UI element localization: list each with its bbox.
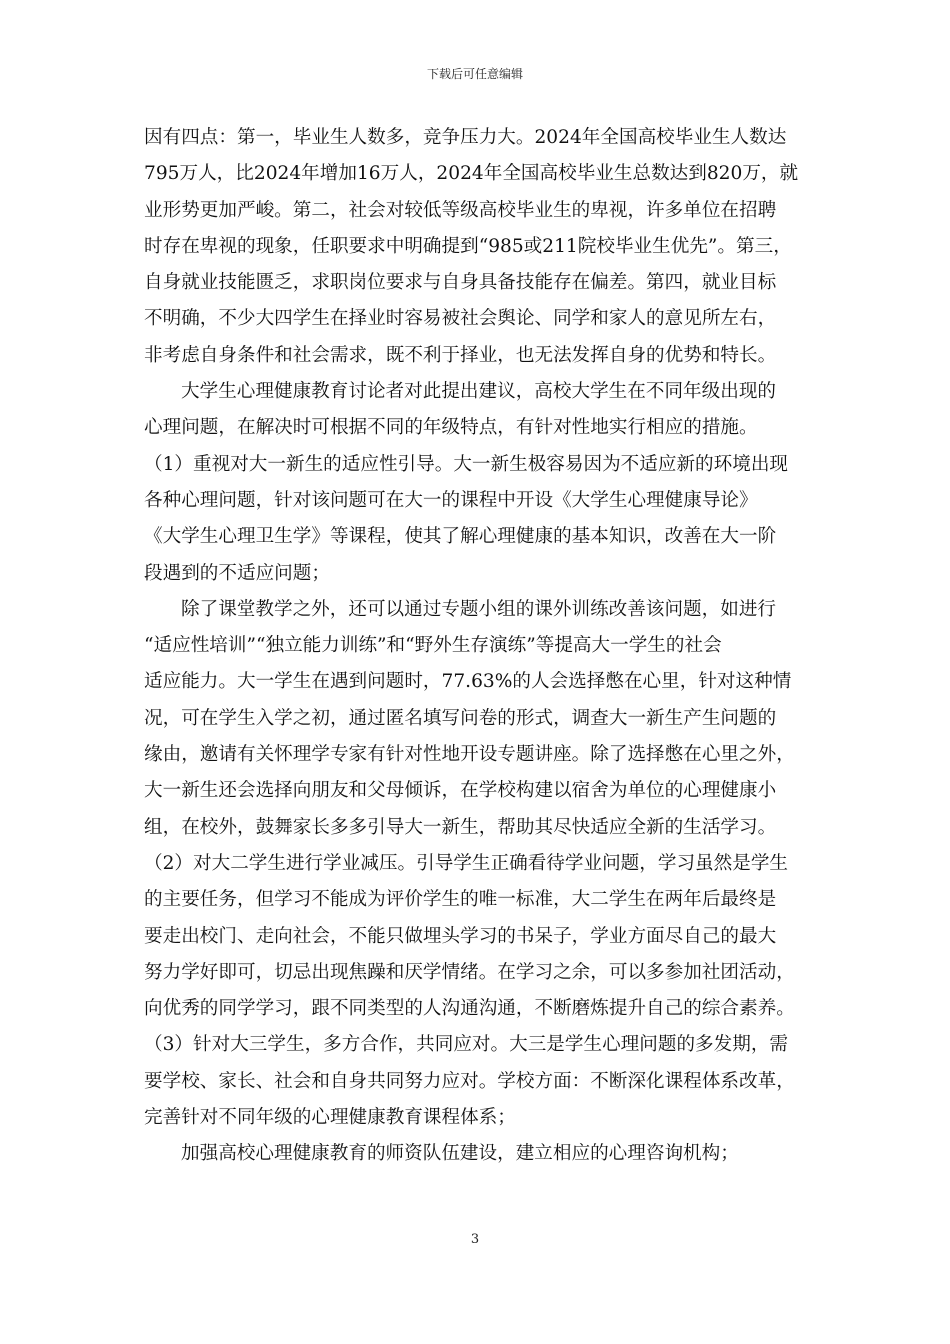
text-line: （2）对大二学生进行学业减压。引导学生正确看待学业问题，学习虽然是学生	[144, 852, 789, 874]
text-line: 除了课堂教学之外，还可以通过专题小组的课外训练改善该问题，如进行	[181, 598, 777, 620]
text-line: 况，可在学生入学之初，通过匿名填写问卷的形式，调查大一新生产生问题的	[144, 707, 777, 729]
text-line: 的主要任务，但学习不能成为评价学生的唯一标准，大二学生在两年后最终是	[144, 889, 777, 911]
text-line: 向优秀的同学学习，跟不同类型的人沟通沟通，不断磨炼提升自己的综合素养。	[144, 998, 795, 1020]
page-header: 下载后可任意编辑	[426, 67, 523, 81]
text-line: 心理问题，在解决时可根据不同的年级特点，有针对性地实行相应的措施。	[144, 417, 758, 439]
text-line: 要走出校门、走向社会，不能只做埋头学习的书呆子，学业方面尽自己的最大	[144, 925, 777, 947]
text-line: 加强高校心理健康教育的师资队伍建设，建立相应的心理咨询机构；	[181, 1143, 739, 1165]
text-line: 努力学好即可，切忌出现焦躁和厌学情绪。在学习之余，可以多参加社团活动，	[144, 961, 795, 983]
text-line: 要学校、家长、社会和自身共同努力应对。学校方面：不断深化课程体系改革，	[144, 1070, 795, 1092]
text-line: 时存在卑视的现象，任职要求中明确提到“985或211院校毕业生优先”。第三，	[144, 235, 792, 257]
text-line: 各种心理问题，针对该问题可在大一的课程中开设《大学生心理健康导论》	[144, 489, 758, 511]
text-line: 因有四点：第一，毕业生人数多，竞争压力大。2024年全国高校毕业生人数达	[144, 127, 787, 148]
text-line: （3）针对大三学生，多方合作，共同应对。大三是学生心理问题的多发期，需	[144, 1034, 789, 1056]
text-line: 缘由，邀请有关怀理学专家有针对性地开设专题讲座。除了选择憋在心里之外，	[144, 744, 795, 766]
body-text	[144, 120, 808, 1173]
text-line: 业形势更加严峻。第二，社会对较低等级高校毕业生的卑视，许多单位在招聘	[144, 199, 777, 221]
text-line: “适应性培训”“独立能力训练”和“野外生存演练”等提高大一学生的社会	[144, 635, 722, 657]
text-line: 大一新生还会选择向朋友和父母倾诉，在学校构建以宿舍为单位的心理健康小	[144, 780, 777, 802]
text-line: 适应能力。大一学生在遇到问题时，77.63%的人会选择憋在心里，针对这种情	[144, 671, 792, 693]
text-line: 段遇到的不适应问题；	[144, 562, 330, 584]
text-line: 自身就业技能匮乏，求职岗位要求与自身具备技能存在偏差。第四，就业目标	[144, 272, 777, 294]
text-line: 大学生心理健康教育讨论者对此提出建议，高校大学生在不同年级出现的	[181, 381, 777, 403]
text-line: （1）重视对大一新生的适应性引导。大一新生极容易因为不适应新的环境出现	[144, 453, 789, 475]
page-number: 3	[470, 1232, 480, 1247]
text-line: 不明确，不少大四学生在择业时容易被社会舆论、同学和家人的意见所左右，	[144, 308, 777, 330]
text-line: 非考虑自身条件和社会需求，既不利于择业，也无法发挥自身的优势和特长。	[144, 344, 777, 366]
text-line: 795万人，比2024年增加16万人，2024年全国高校毕业生总数达到820万，就	[144, 163, 799, 185]
text-line: 《大学生心理卫生学》等课程，使其了解心理健康的基本知识，改善在大一阶	[144, 526, 777, 548]
text-line: 组，在校外，鼓舞家长多多引导大一新生，帮助其尽快适应全新的生活学习。	[144, 816, 777, 838]
text-line: 完善针对不同年级的心理健康教育课程体系；	[144, 1107, 516, 1129]
